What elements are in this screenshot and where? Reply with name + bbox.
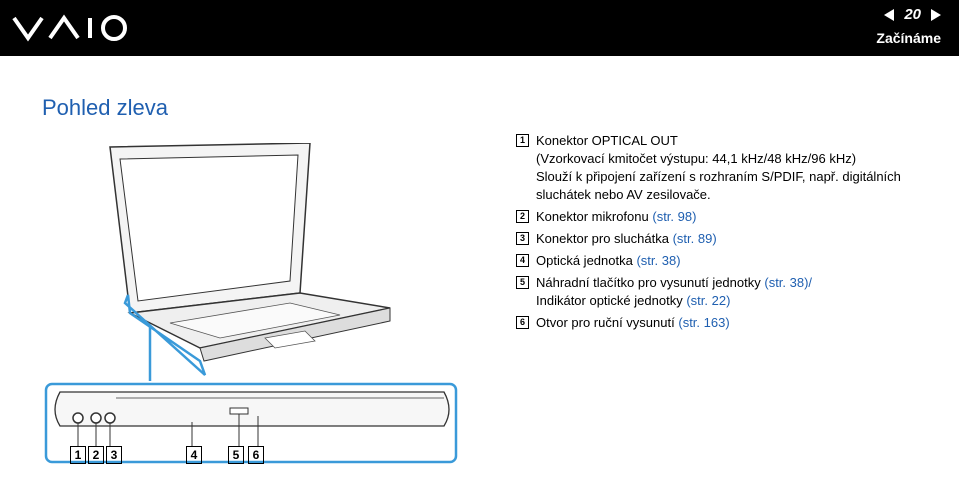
page-number-area [882, 6, 943, 23]
page-title: Pohled zleva [42, 95, 168, 120]
callout-label: 2 [88, 446, 104, 464]
list-item [516, 274, 946, 310]
item-number: 4 [516, 254, 529, 267]
item-number: 1 [516, 134, 529, 147]
page-reference-link[interactable]: (str. 98) [652, 209, 697, 224]
item-number: 5 [516, 276, 529, 289]
page-reference-link[interactable]: (str. 89) [672, 231, 717, 246]
callout-label: 6 [248, 446, 264, 464]
item-text: Indikátor optické jednotky [536, 293, 683, 308]
list-item [516, 314, 946, 332]
laptop-illustration [100, 143, 400, 383]
header-bar [0, 0, 959, 56]
item-line: (Vzorkovací kmitočet výstupu: 44,1 kHz/48 kHz/96 kHz) [536, 151, 857, 166]
feature-list [516, 132, 946, 332]
item-line: Slouží k připojení zařízení s rozhraním S/PDIF, např. digitálních [536, 169, 901, 184]
page-reference-link[interactable]: (str. 163) [678, 315, 730, 330]
page-number: 20 [904, 6, 921, 23]
page-reference-link[interactable]: (str. 22) [686, 293, 731, 308]
item-number: 3 [516, 232, 529, 245]
callout-label: 1 [70, 446, 86, 464]
item-text: Konektor pro sluchátka [536, 231, 669, 246]
list-item [516, 252, 946, 270]
callout-label: 5 [228, 446, 244, 464]
item-line: sluchátek nebo AV zesilovače. [536, 187, 711, 202]
list-item [516, 208, 946, 226]
next-page-icon[interactable] [929, 8, 943, 22]
item-number: 2 [516, 210, 529, 223]
page-reference-link[interactable]: (str. 38) [636, 253, 681, 268]
list-item [516, 132, 946, 204]
item-text: Náhradní tlačítko pro vysunutí jednotky [536, 275, 761, 290]
item-number: 6 [516, 316, 529, 329]
list-item [516, 230, 946, 248]
diagram-callouts [58, 446, 278, 468]
item-text: Konektor mikrofonu [536, 209, 649, 224]
callout-label: 4 [186, 446, 202, 464]
vaio-logo [10, 10, 135, 46]
page-reference-link[interactable]: (str. 38)/ [764, 275, 813, 290]
item-line: Konektor OPTICAL OUT [536, 133, 678, 148]
callout-label: 3 [106, 446, 122, 464]
item-text: Otvor pro ruční vysunutí [536, 315, 675, 330]
previous-page-icon[interactable] [882, 8, 896, 22]
item-text: Optická jednotka [536, 253, 633, 268]
section-title: Začínáme [876, 30, 941, 46]
